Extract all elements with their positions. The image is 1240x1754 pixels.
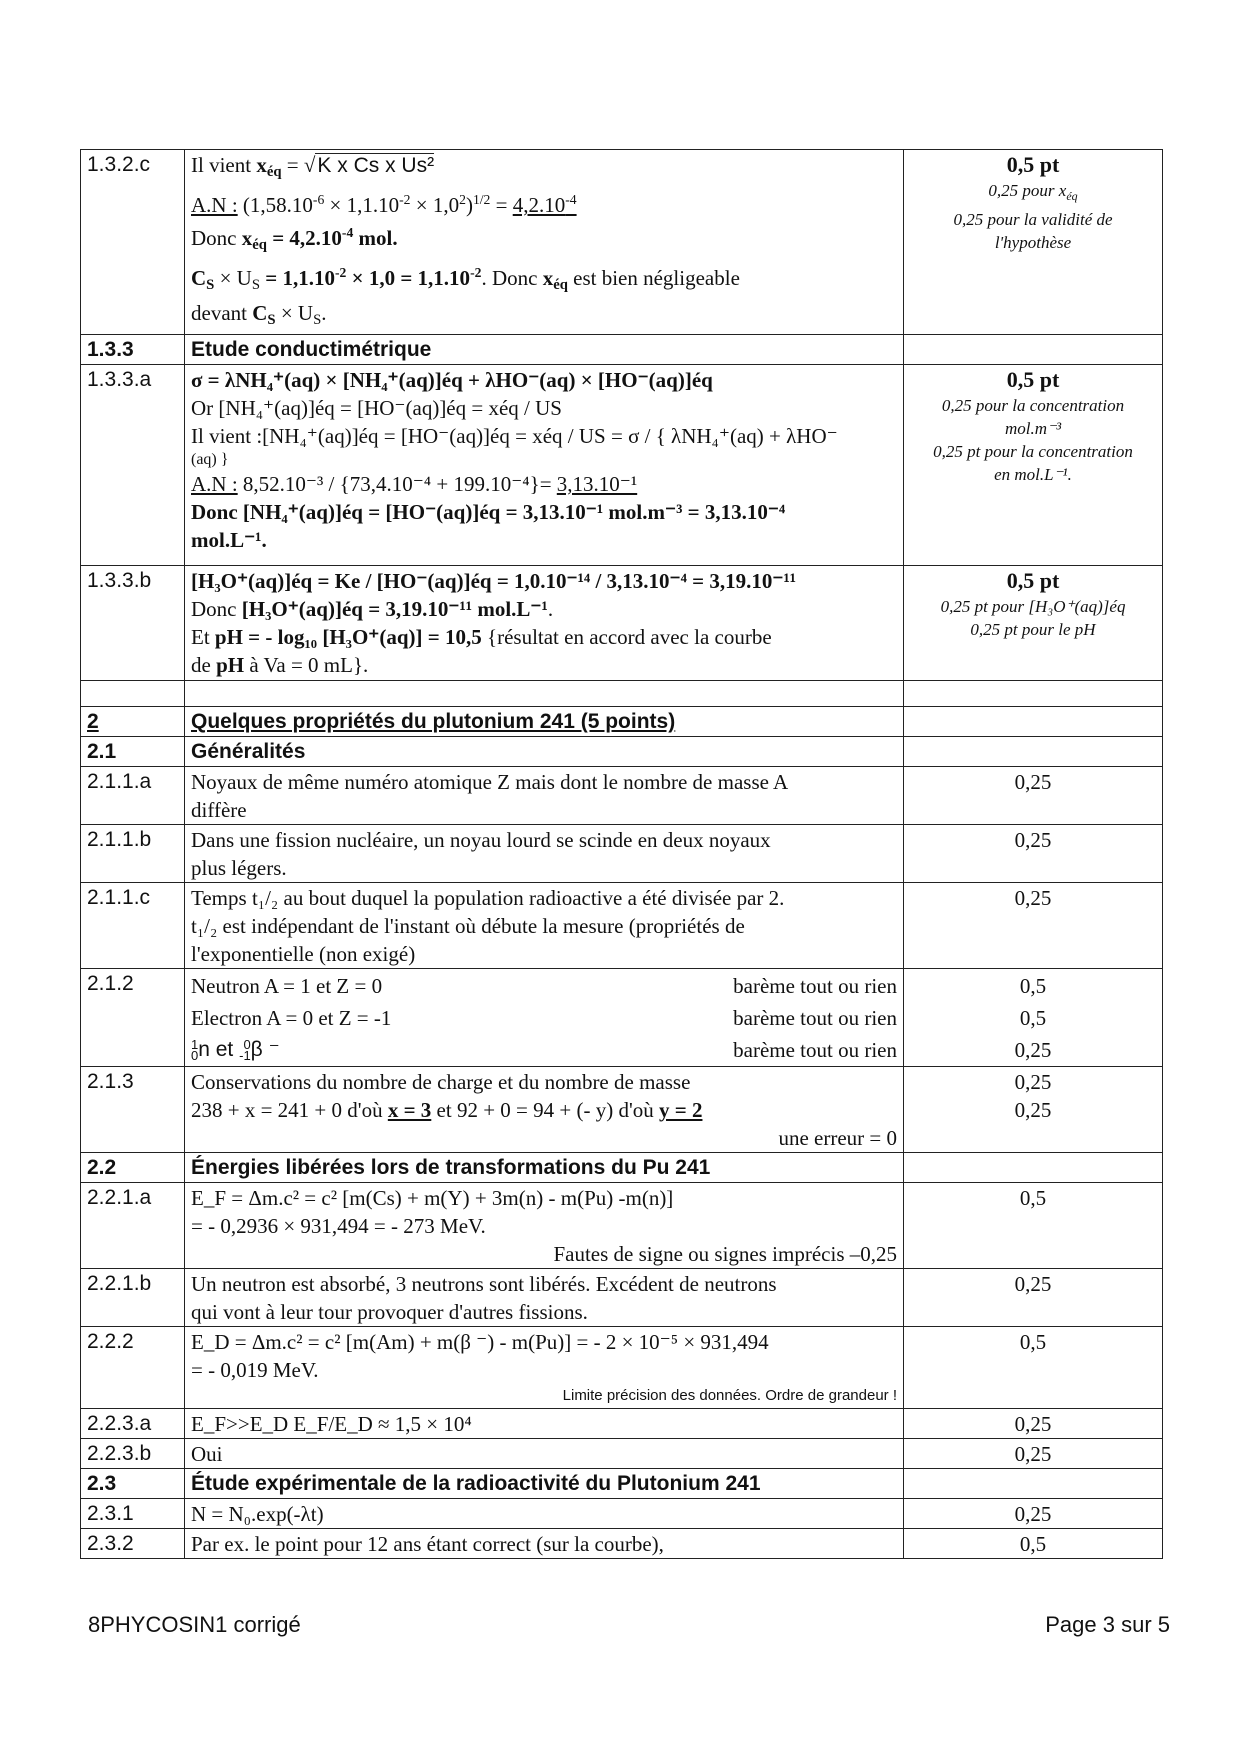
section-id: 2.3 [81, 1469, 185, 1499]
question-id: 2.2.1.b [81, 1269, 185, 1327]
points-cell: 0,25 [904, 1439, 1163, 1469]
table-row [81, 1499, 1163, 1529]
table-row [81, 365, 1163, 566]
points-cell: 0,25 0,25 [904, 1067, 1163, 1153]
question-id: 2.2.3.a [81, 1409, 185, 1439]
points-cell: 0,5 pt 0,25 pour $x_{éq}$ 0,25 pour la validité de l'hypothèse [904, 150, 1163, 335]
question-id: 2.2.2 [81, 1327, 185, 1409]
answer-cell: Conservations du nombre de charge et du nombre de masse 238 + x = 241 + 0 d'où x = 3 et 92 + 0 = 94 + (- y) d'où y = 2 une erreur = 0 [185, 1067, 904, 1153]
points-cell: 0,25 [904, 1269, 1163, 1327]
question-id: 2.2.3.b [81, 1439, 185, 1469]
table-row [81, 825, 1163, 883]
table-row [81, 1327, 1163, 1409]
footer-doc-code: 8PHYCOSIN1 corrigé [88, 1612, 301, 1637]
question-id: 2.1.2 [81, 969, 185, 1067]
answer-cell: Dans une fission nucléaire, un noyau lourd se scinde en deux noyaux plus légers. [185, 825, 904, 883]
table-row [81, 1529, 1163, 1559]
question-id: 1.3.3.b [81, 566, 185, 681]
section-row [81, 707, 1163, 737]
question-id: 2.3.2 [81, 1529, 185, 1559]
points-cell: 0,5 [904, 1529, 1163, 1559]
question-id: 2.3.1 [81, 1499, 185, 1529]
section-row [81, 1469, 1163, 1499]
question-id: 1.3.3.a [81, 365, 185, 566]
section-row [81, 737, 1163, 767]
section-id: 2 [81, 707, 185, 737]
table-row [81, 767, 1163, 825]
correction-table [80, 149, 1163, 1559]
table-row [81, 1269, 1163, 1327]
answer-cell: Temps t₁/₂ au bout duquel la population radioactive a été divisée par 2. t₁/₂ est indépendant de l'instant où débute la mesure (propriétés de l'exponentielle (non exigé) [185, 883, 904, 969]
question-id: 2.1.1.b [81, 825, 185, 883]
answer-cell: [H₃O⁺(aq)]éq = Ke / [HO⁻(aq)]éq = 1,0.10⁻¹⁴ / 3,13.10⁻⁴ = 3,19.10⁻¹¹ Donc [H₃O⁺(aq)]éq = 3,19.10⁻¹¹ mol.L⁻¹. Et pH = - log₁₀ [H₃O⁺(aq)] = 10,5 {résultat en accord avec la courbe de pH à Va = 0 mL}. [185, 566, 904, 681]
points-cell: 0,25 [904, 1409, 1163, 1439]
section-id: 1.3.3 [81, 335, 185, 365]
table-row [81, 1409, 1163, 1439]
table-row [81, 566, 1163, 681]
section-row [81, 335, 1163, 365]
points-cell: 0,25 [904, 767, 1163, 825]
table-row [81, 1067, 1163, 1153]
section-id: 2.2 [81, 1153, 185, 1183]
points-cell: 0,25 [904, 1499, 1163, 1529]
answer-cell: E_D = Δm.c² = c² [m(Am) + m(β ⁻) - m(Pu)] = - 2 × 10⁻⁵ × 931,494 = - 0,019 MeV. Limite précision des données. Ordre de grandeur ! [185, 1327, 904, 1409]
answer-cell: Par ex. le point pour 12 ans étant correct (sur la courbe), [185, 1529, 904, 1559]
question-id: 2.2.1.a [81, 1183, 185, 1269]
answer-cell: σ = λNH₄⁺(aq) × [NH₄⁺(aq)]éq + λHO⁻(aq) × [HO⁻(aq)]éq Or [NH₄⁺(aq)]éq = [HO⁻(aq)]éq = xéq / US Il vient :[NH₄⁺(aq)]éq = [HO⁻(aq)]éq = xéq / US = σ / { λNH₄⁺(aq) + λHO⁻ (aq) } A.N : 8,52.10⁻³ / {73,4.10⁻⁴ + 199.10⁻⁴}= 3,13.10⁻¹ Donc [NH₄⁺(aq)]éq = [HO⁻(aq)]éq = 3,13.10⁻¹ mol.m⁻³ = 3,13.10⁻⁴ mol.L⁻¹. [185, 365, 904, 566]
points-cell: 0,5 0,5 0,25 [904, 969, 1163, 1067]
points-cell: 0,5 [904, 1327, 1163, 1409]
section-title: Etude conductimétrique [185, 335, 904, 365]
table-row [81, 1439, 1163, 1469]
answer-cell: Neutron A = 1 et Z = 0 barème tout ou rien Electron A = 0 et Z = -1 barème tout ou rien 1 0n et 0 -1β ⁻ barème tout ou rien [185, 969, 904, 1067]
question-id: 2.1.3 [81, 1067, 185, 1153]
answer-cell: E_F = Δm.c² = c² [m(Cs) + m(Y) + 3m(n) - m(Pu) -m(n)] = - 0,2936 × 931,494 = - 273 MeV. Fautes de signe ou signes imprécis –0,25 [185, 1183, 904, 1269]
table-row [81, 883, 1163, 969]
section-title: Généralités [185, 737, 904, 767]
answer-cell: Il vient $x_{éq} = √K$ x Cs x Us² A.N : $(1,58.10^{-6} \times 1,1.10^{-2} \times 1,0^2)^{1/2} = 4,2.10^{-4}$ Donc $x_{éq} = 4,2.10^{-4}$ mol. $C_S \times U_S = 1,1.10^{-2} \times 1,0 = 1,1.10^{-2}$. Donc $x_{éq}$ est bien négligeable devant $C_S \times U_S$. [185, 150, 904, 335]
question-id: 2.1.1.a [81, 767, 185, 825]
table-row [81, 969, 1163, 1067]
answer-cell: N = N₀.exp(-λt) [185, 1499, 904, 1529]
points-cell: 0,5 pt 0,25 pt pour [H₃O⁺(aq)]éq 0,25 pt pour le pH [904, 566, 1163, 681]
section-id: 2.1 [81, 737, 185, 767]
points-cell: 0,5 [904, 1183, 1163, 1269]
section-title: Quelques propriétés du plutonium 241 (5 points) [185, 707, 904, 737]
answer-cell: Un neutron est absorbé, 3 neutrons sont libérés. Excédent de neutrons qui vont à leur tour provoquer d'autres fissions. [185, 1269, 904, 1327]
points-cell: 0,5 pt 0,25 pour la concentration mol.m⁻³ 0,25 pt pour la concentration en mol.L⁻¹. [904, 365, 1163, 566]
empty-row [81, 681, 1163, 707]
table-row [81, 1183, 1163, 1269]
section-row [81, 1153, 1163, 1183]
question-id: 1.3.2.c [81, 150, 185, 335]
answer-cell: E_F>>E_D E_F/E_D ≈ 1,5 × 10⁴ [185, 1409, 904, 1439]
answer-cell: Noyaux de même numéro atomique Z mais dont le nombre de masse A diffère [185, 767, 904, 825]
points-cell: 0,25 [904, 825, 1163, 883]
footer-page-number: Page 3 sur 5 [1045, 1612, 1170, 1637]
table-row [81, 150, 1163, 335]
points-cell: 0,25 [904, 883, 1163, 969]
section-title: Énergies libérées lors de transformations du Pu 241 [185, 1153, 904, 1183]
section-title: Étude expérimentale de la radioactivité du Plutonium 241 [185, 1469, 904, 1499]
answer-cell: Oui [185, 1439, 904, 1469]
question-id: 2.1.1.c [81, 883, 185, 969]
